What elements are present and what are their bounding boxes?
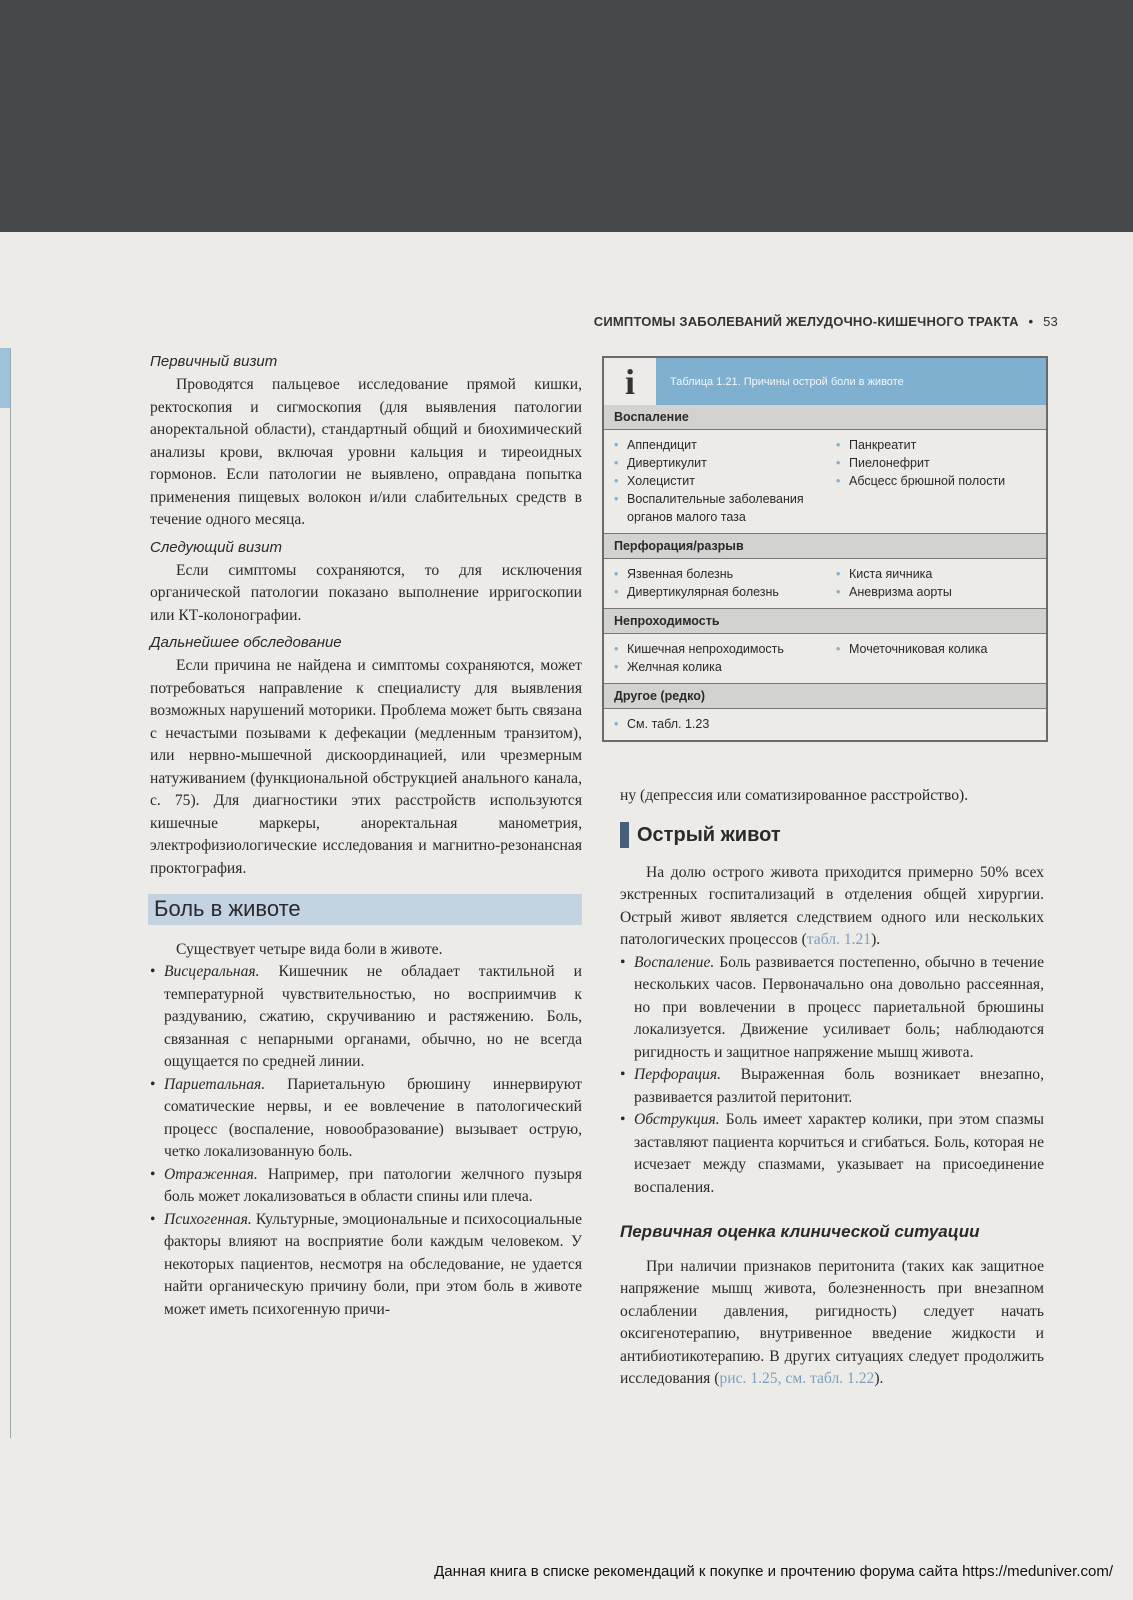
- next-visit-heading: Следующий визит: [150, 538, 282, 556]
- table-category: Другое (редко): [604, 683, 1046, 709]
- list-item: • Париетальная. Париетальную брюшину иннервируют соматические нервы, и ее вовлечение в патологический процесс (воспаление, новообразование) вызывает острую, четко локализованную боль.: [150, 1074, 582, 1164]
- table-item: • Дивертикулит: [614, 454, 836, 472]
- table-reference-link[interactable]: табл. 1.21: [806, 931, 872, 948]
- table-item: • Абсцесс брюшной полости: [836, 472, 1036, 490]
- pain-types-list: [150, 961, 582, 1321]
- list-item: • Воспаление. Боль развивается постепенно, обычно в течение нескольких часов. Первоначально она довольно рассеянная, но при вовлечении в процесс париетальной брюшины локализуется. Движение усиливает боль; наблюдаются ригидность и защитное напряжение мышц живота.: [620, 952, 1044, 1065]
- table-cells: [604, 634, 1046, 683]
- assessment-text: При наличии признаков перитонита (таких как защитное напряжение мышц живота, болезненность при внезапном ослаблении давления, ригидность) следует начать оксигенотерапию, внутривенное введение жидкости и антибиотикотерапию. В других ситуациях следует продолжить исследования (рис. 1.25, см. табл. 1.22).: [620, 1257, 1044, 1387]
- table-column: [836, 715, 1036, 733]
- list-item: • Обструкция. Боль имеет характер колики, при этом спазмы заставляют пациента корчиться и сгибаться. Боль, которая не исчезает между спазмами, указывает на присоединение воспаления.: [620, 1109, 1044, 1199]
- table-item: • Мочеточниковая колика: [836, 640, 1036, 658]
- table-cells: [604, 709, 1046, 740]
- header-separator: •: [1028, 314, 1034, 329]
- info-icon: i: [604, 358, 656, 405]
- table-header: [604, 358, 1046, 405]
- table-column: [614, 436, 836, 526]
- table-item: • Пиелонефрит: [836, 454, 1036, 472]
- table-cells: [604, 430, 1046, 533]
- list-item: • Психогенная. Культурные, эмоциональные и психосоциальные факторы влияют на восприятие боли каждым человеком. У некоторых пациентов, несмотря на обследование, не удается найти органическую причину боли, при этом боль в животе может иметь психогенную причи-: [150, 1209, 582, 1322]
- primary-visit-text: Проводятся пальцевое исследование прямой кишки, ректоскопия и сигмоскопия (для выявления патологии аноректальной области), стандартный общий и биохимический анализы крови, включая уровни кальция и тиреоидных гормонов. Если патологии не выявлено, оправдана попытка применения пищевых волокон и/или слабительных средств в течение одного месяца.: [150, 376, 582, 528]
- list-item: • Перфорация. Выраженная боль возникает внезапно, развивается разлитой перитонит.: [620, 1064, 1044, 1109]
- table-column: [836, 640, 1036, 676]
- table-category: Непроходимость: [604, 608, 1046, 634]
- further-heading: Дальнейшее обследование: [150, 634, 342, 651]
- table-cells: [604, 559, 1046, 608]
- table-item: • Дивертикулярная болезнь: [614, 583, 836, 601]
- table-category: Воспаление: [604, 405, 1046, 430]
- table-category: Перфорация/разрыв: [604, 533, 1046, 559]
- table-item: • Аневризма аорты: [836, 583, 1036, 601]
- table-column: [836, 565, 1036, 601]
- table-item: • См. табл. 1.23: [614, 715, 836, 733]
- footer-note: Данная книга в списке рекомендаций к покупке и прочтению форума сайта https://meduniver.com/: [434, 1563, 1113, 1580]
- table-title: Таблица 1.21. Причины острой боли в животе: [670, 375, 904, 388]
- abdominal-pain-heading: Боль в животе: [148, 894, 582, 925]
- page-reference-link[interactable]: с. 75: [150, 792, 191, 809]
- page-number: 53: [1043, 314, 1058, 329]
- right-column: [620, 785, 1044, 1391]
- scan-dark-band: [0, 0, 1133, 232]
- initial-assessment-heading: Первичная оценка клинической ситуации: [620, 1222, 980, 1241]
- table-item: • Холецистит: [614, 472, 836, 490]
- next-visit-text: Если симптомы сохраняются, то для исключения органической патологии показано выполнение ирригоскопии или КТ-колонографии.: [150, 561, 582, 624]
- table-body: [604, 405, 1046, 740]
- table-item: • Кишечная непроходимость: [614, 640, 836, 658]
- table-item: • Язвенная болезнь: [614, 565, 836, 583]
- table-column: [614, 715, 836, 733]
- further-text: Если причина не найдена и симптомы сохраняются, может потребоваться направление к специалисту для выявления возможных нарушений моторики. Проблема может быть связана с нечастыми позывами к дефекации (медленным транзитом), или нервно-мышечной дискоординацией, или чрезмерным натуживанием (функциональной обструкцией анального канала, с. 75). Для диагностики этих расстройств используются кишечные маркеры, аноректальная манометрия, электрофизиологические исследования и магнитно-резонансная проктография.: [150, 657, 583, 877]
- adjacent-page-edge: [0, 348, 11, 1438]
- primary-visit-heading: Первичный визит: [150, 353, 278, 370]
- table-item: • Воспалительные заболевания органов малого таза: [614, 490, 836, 526]
- list-item: • Отраженная. Например, при патологии желчного пузыря боль может локализоваться в области спины или плеча.: [150, 1164, 582, 1209]
- acute-abdomen-heading: Острый живот: [620, 822, 1044, 848]
- table-item: • Желчная колика: [614, 658, 836, 676]
- list-item: • Висцеральная. Кишечник не обладает тактильной и температурной чувствительностью, но восприимчив к раздуванию, сжатию, скручиванию и растяжению. Боль, связанная с непарными органами, обычно, но не всегда ощущается по средней линии.: [150, 961, 582, 1074]
- table-item: • Панкреатит: [836, 436, 1036, 454]
- running-title: СИМПТОМЫ ЗАБОЛЕВАНИЙ ЖЕЛУДОЧНО-КИШЕЧНОГО ТРАКТА: [593, 314, 1019, 329]
- table-column: [614, 640, 836, 676]
- figure-reference-link[interactable]: рис. 1.25, см. табл. 1.22: [719, 1370, 875, 1387]
- continuation-text: ну (депрессия или соматизированное расстройство).: [620, 787, 969, 804]
- acute-causes-list: [620, 952, 1044, 1200]
- table-column: [836, 436, 1036, 526]
- table-column: [614, 565, 836, 601]
- acute-text: На долю острого живота приходится примерно 50% всех экстренных госпитализаций в отделения общей хирургии. Острый живот является следствием одного или нескольких патологических процессов (табл. 1.21).: [620, 863, 1044, 948]
- left-column: [150, 350, 582, 1321]
- causes-table: [602, 356, 1048, 742]
- table-item: • Киста яичника: [836, 565, 1036, 583]
- running-header: [498, 314, 1058, 329]
- pain-intro: Существует четыре вида боли в животе.: [176, 940, 443, 958]
- table-item: • Аппендицит: [614, 436, 836, 454]
